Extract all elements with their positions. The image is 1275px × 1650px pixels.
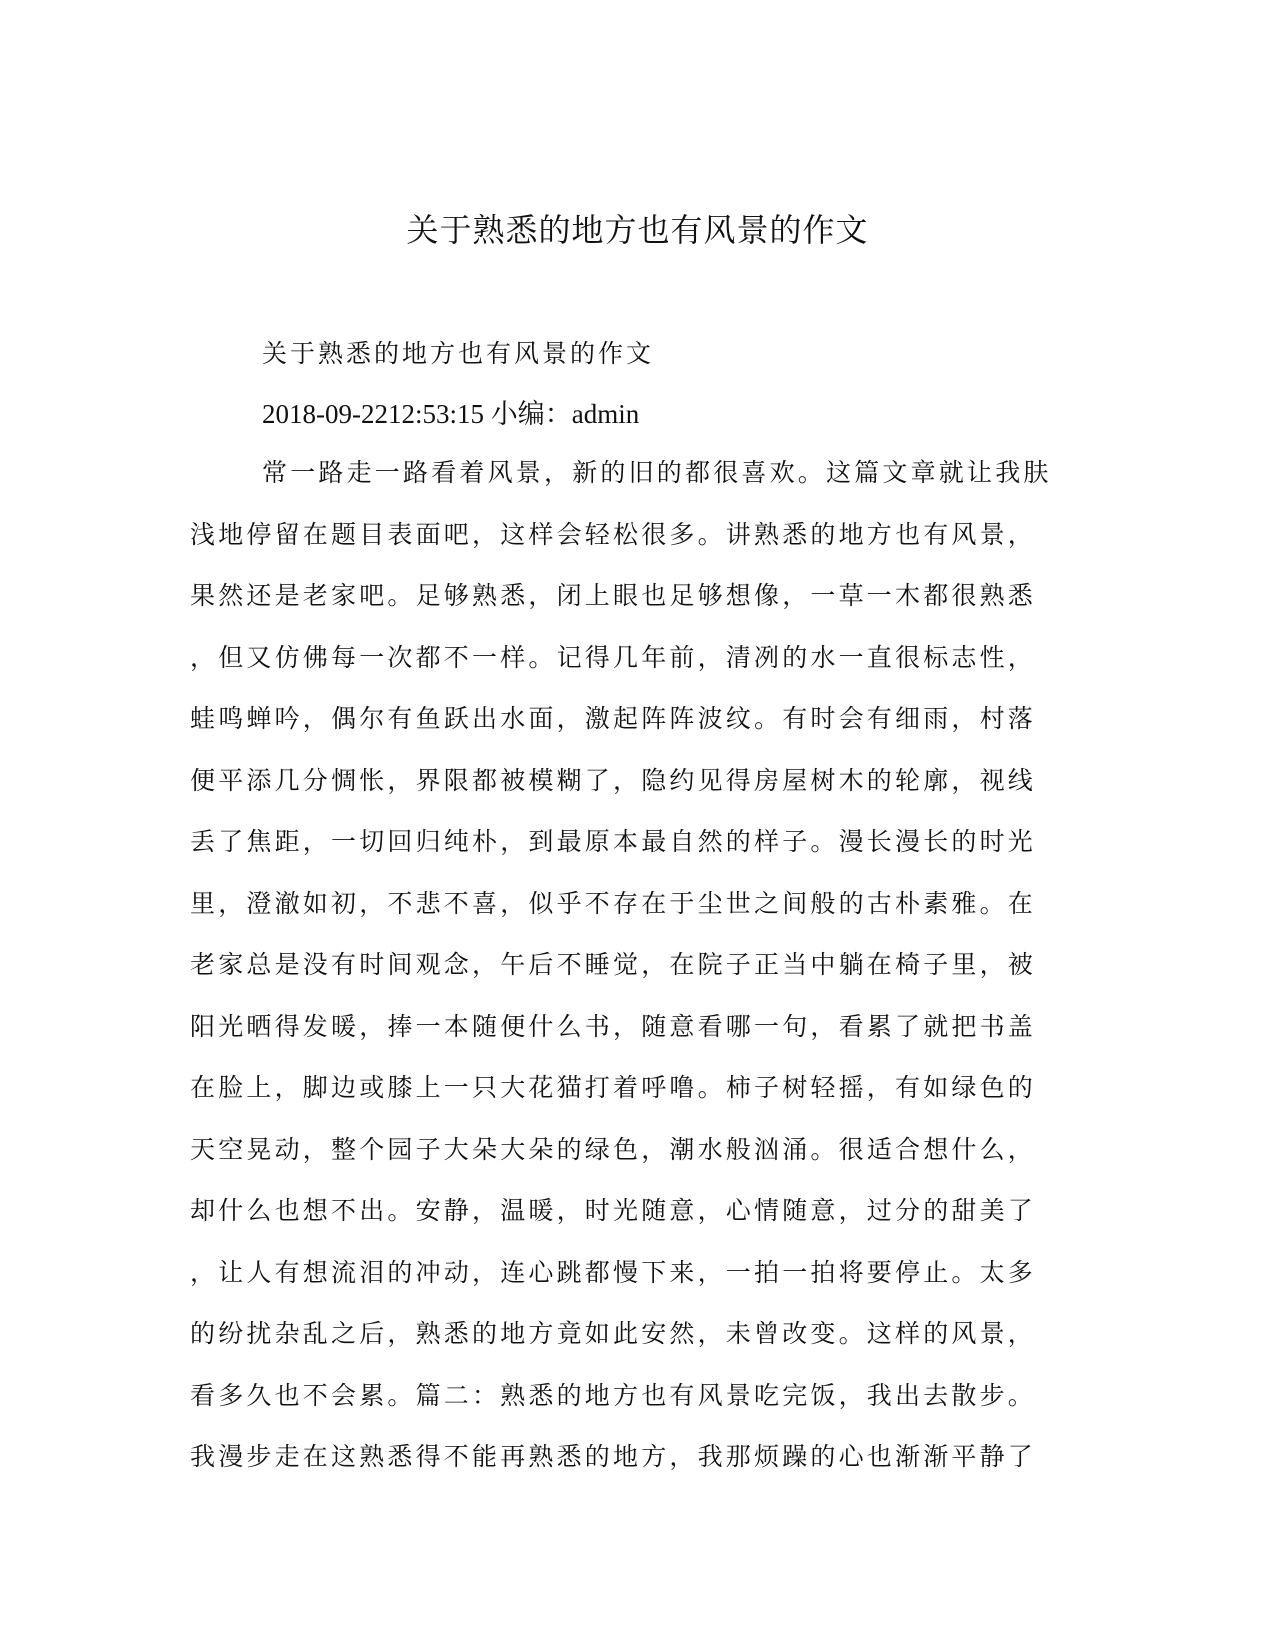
- body-line: 阳光晒得发暖，捧一本随便什么书，随意看哪一句，看累了就把书盖: [190, 1011, 1037, 1041]
- body-line: 的纷扰杂乱之后，熟悉的地方竟如此安然，未曾改变。这样的风景，: [190, 1319, 1037, 1348]
- body-line: 老家总是没有时间观念，午后不睡觉，在院子正当中躺在椅子里，被: [190, 950, 1037, 979]
- body-line: 蛙鸣蝉吟，偶尔有鱼跃出水面，激起阵阵波纹。有时会有细雨，村落: [190, 704, 1037, 733]
- body-line: 我漫步走在这熟悉得不能再熟悉的地方，我那烦躁的心也渐渐平静了: [190, 1442, 1037, 1471]
- article-subtitle: 关于熟悉的地方也有风景的作文: [262, 339, 655, 368]
- body-line: 果然还是老家吧。足够熟悉，闭上眼也足够想像，一草一木都很熟悉: [190, 581, 1037, 610]
- body-line: 里，澄澈如初，不悲不喜，似乎不存在于尘世之间般的古朴素雅。在: [190, 888, 1037, 918]
- body-line: 丢了焦距，一切回归纯朴，到最原本最自然的样子。漫长漫长的时光: [190, 827, 1037, 856]
- body-line: 常一路走一路看着风景，新的旧的都很喜欢。这篇文章就让我肤: [262, 458, 1052, 487]
- article-meta: 2018-09-2212:53:15 小编：admin: [262, 399, 640, 429]
- body-line: 浅地停留在题目表面吧，这样会轻松很多。讲熟悉的地方也有风景，: [190, 519, 1037, 549]
- body-line: 却什么也想不出。安静，温暖，时光随意，心情随意，过分的甜美了: [190, 1196, 1037, 1225]
- body-line: ，让人有想流泪的冲动，连心跳都慢下来，一拍一拍将要停止。太多: [190, 1257, 1037, 1287]
- body-line: 便平添几分惆怅，界限都被模糊了，隐约见得房屋树木的轮廓，视线: [190, 765, 1037, 795]
- body-line: 天空晃动，整个园子大朵大朵的绿色，潮水般汹涌。很适合想什么，: [190, 1134, 1037, 1164]
- document-title: 关于熟悉的地方也有风景的作文: [406, 211, 869, 249]
- body-line: 看多久也不会累。篇二：熟悉的地方也有风景吃完饭，我出去散步。: [190, 1380, 1037, 1410]
- body-line: 在脸上，脚边或膝上一只大花猫打着呼噜。柿子树轻摇，有如绿色的: [190, 1073, 1037, 1102]
- article-body: [190, 455, 1090, 1501]
- body-line: ，但又仿佛每一次都不一样。记得几年前，清冽的水一直很标志性，: [190, 642, 1037, 672]
